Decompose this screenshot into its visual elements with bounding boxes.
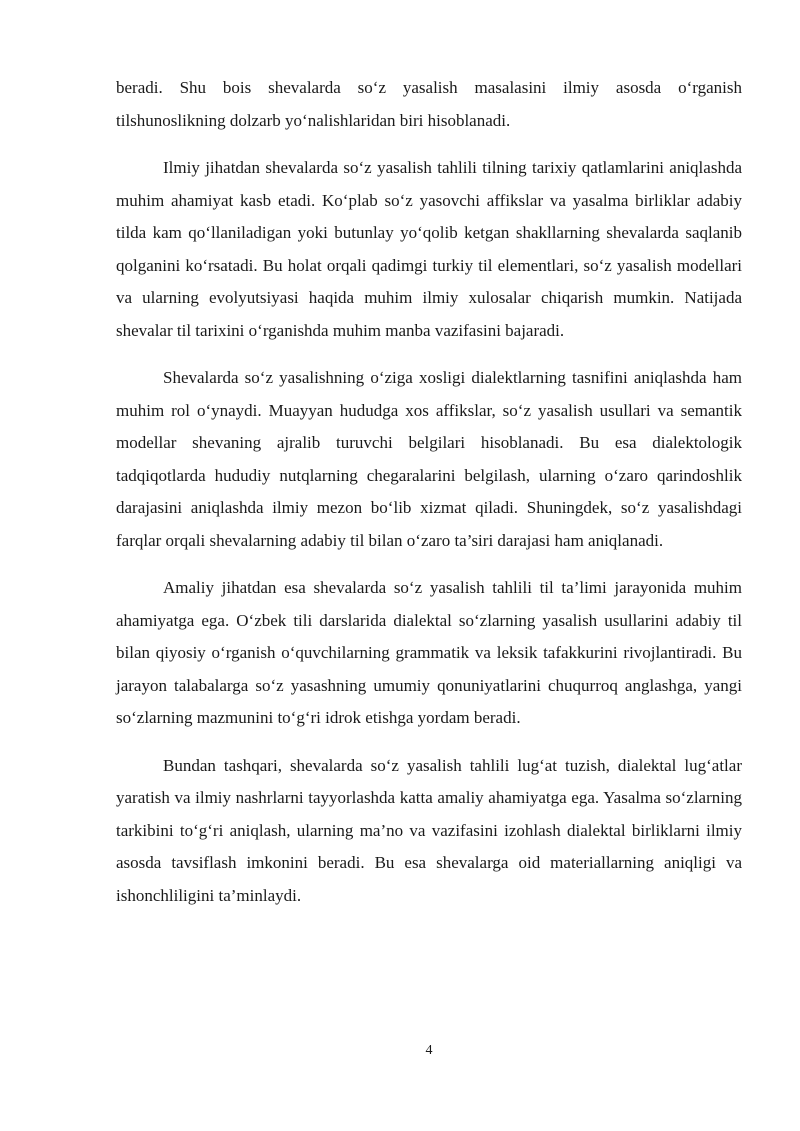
paragraph-lexicography: Bundan tashqari, shevalarda so‘z yasalish tahlili lug‘at tuzish, dialektal lug‘atlar yaratish va ilmiy nashrlarni tayyorlashda katta amaliy ahamiyatga ega. Yasalma so‘zlarning tarkibini to‘g‘ri aniqlash, ularning ma’no va vazifasini izohlash dialektal birliklarni ilmiy asosda tavsiflash imkonini beradi. Bu esa shevalarga oid materiallarning aniqligi va ishonchliligini ta’minlaydi. — [116, 755, 742, 905]
page-number: 4 — [425, 1043, 433, 1058]
document-body — [116, 72, 742, 927]
paragraph-historical-layers: Ilmiy jihatdan shevalarda so‘z yasalish tahlili tilning tarixiy qatlamlarini aniqlashda muhim ahamiyat kasb etadi. Ko‘plab so‘z yasovchi affikslar va yasalma birliklar adabiy tilda kam qo‘llaniladigan yoki butunlay yo‘qolib ketgan shakllarning shevalarda saqlanib qolganini ko‘rsatadi. Bu holat orqali qadimgi turkiy til elementlari, so‘z yasalish modellari va ularning evolyutsiyasi haqida muhim ilmiy xulosalar chiqarish mumkin. Natijada shevalar til tarixini o‘rganishda muhim manba vazifasini bajaradi. — [116, 158, 742, 340]
paragraph-language-education: Amaliy jihatdan esa shevalarda so‘z yasalish tahlili til ta’limi jarayonida muhim ahamiyatga ega. O‘zbek tili darslarida dialektal so‘zlarning yasalish usullarini adabiy til bilan qiyosiy o‘rganish o‘quvchilarning grammatik va leksik tafakkurini rivojlantiradi. Bu jarayon talabalarga so‘z yasashning umumiy qonuniyatlarini chuqurroq anglashga, yangi so‘zlarning mazmunini to‘g‘ri idrok etishga yordam beradi. — [116, 578, 742, 727]
paragraph-dialect-classification: Shevalarda so‘z yasalishning o‘ziga xosligi dialektlarning tasnifini aniqlashda ham muhim rol o‘ynaydi. Muayyan hududga xos affikslar, so‘z yasalish usullari va semantik modellar shevaning ajralib turuvchi belgilari hisoblanadi. Bu esa dialektologik tadqiqotlarda hududiy nutqlarning chegaralarini belgilash, ularning o‘zaro qarindoshlik darajasini aniqlashda ilmiy mezon bo‘lib xizmat qiladi. Shuningdek, so‘z yasalishdagi farqlar orqali shevalarning adabiy til bilan o‘zaro ta’siri darajasi ham aniqlanadi. — [116, 368, 742, 550]
paragraph-continuation: beradi. Shu bois shevalarda so‘z yasalish masalasini ilmiy asosda o‘rganish tilshunoslikning dolzarb yo‘nalishlaridan biri hisoblanadi. — [116, 78, 742, 130]
